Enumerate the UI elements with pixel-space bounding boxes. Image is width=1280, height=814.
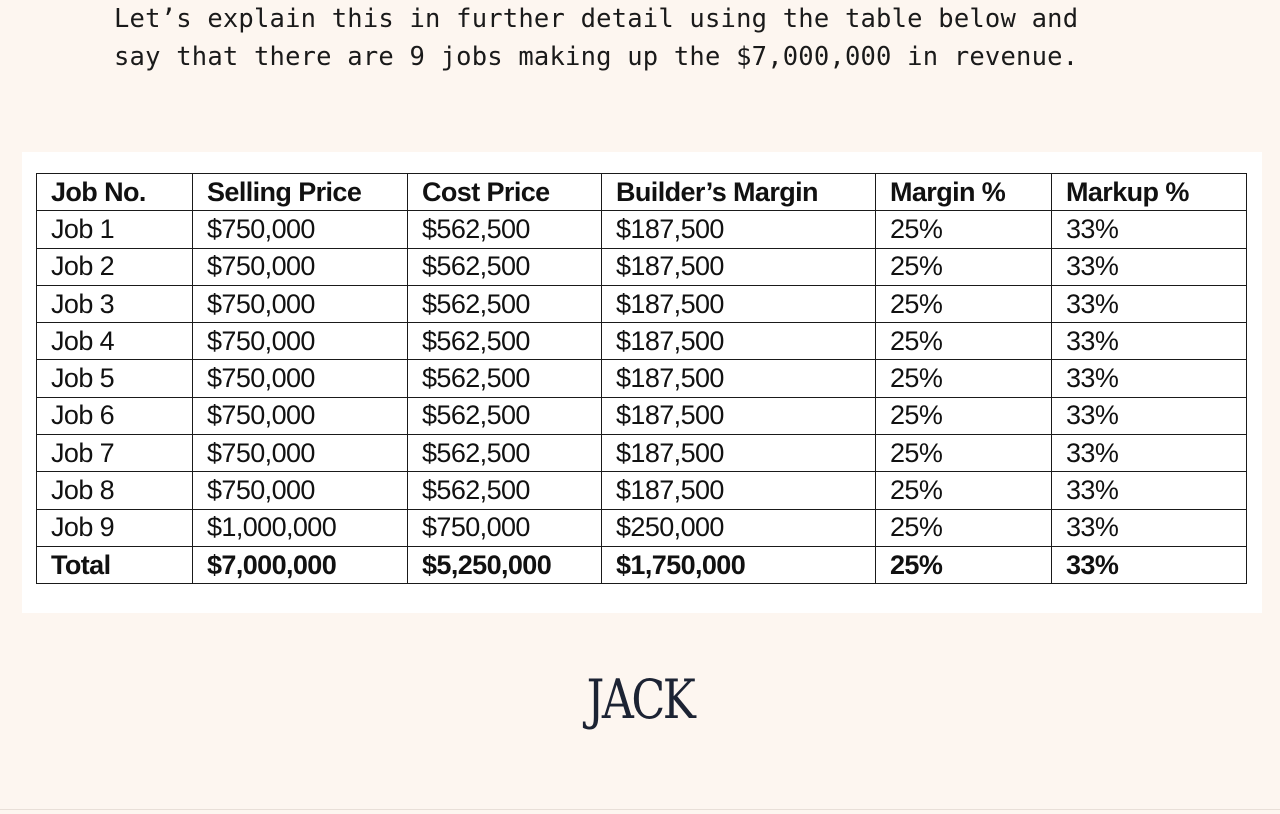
header-job-no: Job No. [37,174,193,211]
total-margin-percent: 25% [876,546,1052,583]
jobs-table [36,173,1247,584]
cell-margin-percent: 25% [876,323,1052,360]
cell-selling-price: $750,000 [193,211,408,248]
cell-cost-price: $562,500 [408,248,602,285]
cell-cost-price: $562,500 [408,472,602,509]
cell-builders-margin: $187,500 [602,435,876,472]
cell-cost-price: $562,500 [408,360,602,397]
cell-markup-percent: 33% [1052,360,1247,397]
cell-builders-margin: $187,500 [602,472,876,509]
total-selling-price: $7,000,000 [193,546,408,583]
cell-builders-margin: $187,500 [602,248,876,285]
cell-markup-percent: 33% [1052,211,1247,248]
cell-markup-percent: 33% [1052,472,1247,509]
intro-line-2: say that there are 9 jobs making up the $7,000,000 in revenue. [114,42,1079,72]
cell-selling-price: $750,000 [193,285,408,322]
table-row [37,285,1247,322]
table-row [37,248,1247,285]
cell-margin-percent: 25% [876,285,1052,322]
total-label: Total [37,546,193,583]
table-row [37,360,1247,397]
cell-margin-percent: 25% [876,360,1052,397]
jack-logo: JACK [586,668,694,731]
cell-selling-price: $750,000 [193,435,408,472]
cell-margin-percent: 25% [876,397,1052,434]
cell-builders-margin: $187,500 [602,397,876,434]
cell-selling-price: $750,000 [193,472,408,509]
cell-job-no: Job 4 [37,323,193,360]
cell-cost-price: $562,500 [408,285,602,322]
table-row [37,435,1247,472]
cell-builders-margin: $187,500 [602,211,876,248]
header-margin-percent: Margin % [876,174,1052,211]
cell-markup-percent: 33% [1052,435,1247,472]
cell-builders-margin: $187,500 [602,323,876,360]
cell-job-no: Job 7 [37,435,193,472]
table-row [37,509,1247,546]
table-row [37,323,1247,360]
cell-cost-price: $562,500 [408,397,602,434]
cell-builders-margin: $250,000 [602,509,876,546]
cell-cost-price: $562,500 [408,435,602,472]
total-cost-price: $5,250,000 [408,546,602,583]
total-markup-percent: 33% [1052,546,1247,583]
cell-margin-percent: 25% [876,211,1052,248]
table-total-row [37,546,1247,583]
cell-margin-percent: 25% [876,435,1052,472]
cell-builders-margin: $187,500 [602,360,876,397]
header-markup-percent: Markup % [1052,174,1247,211]
table-row [37,397,1247,434]
cell-markup-percent: 33% [1052,509,1247,546]
table-row [37,472,1247,509]
cell-job-no: Job 1 [37,211,193,248]
bottom-divider [0,809,1280,810]
cell-cost-price: $750,000 [408,509,602,546]
table-row [37,211,1247,248]
cell-margin-percent: 25% [876,472,1052,509]
cell-markup-percent: 33% [1052,397,1247,434]
cell-cost-price: $562,500 [408,323,602,360]
cell-builders-margin: $187,500 [602,285,876,322]
cell-selling-price: $750,000 [193,397,408,434]
cell-selling-price: $750,000 [193,360,408,397]
cell-markup-percent: 33% [1052,285,1247,322]
cell-job-no: Job 2 [37,248,193,285]
intro-line-1: Let’s explain this in further detail using the table below and [114,4,1079,34]
cell-job-no: Job 5 [37,360,193,397]
header-cost-price: Cost Price [408,174,602,211]
table-body [37,211,1247,584]
cell-job-no: Job 9 [37,509,193,546]
header-builders-margin: Builder’s Margin [602,174,876,211]
cell-margin-percent: 25% [876,509,1052,546]
cell-selling-price: $750,000 [193,248,408,285]
table-header-row [37,174,1247,211]
table-card [22,152,1262,613]
header-selling-price: Selling Price [193,174,408,211]
cell-markup-percent: 33% [1052,248,1247,285]
cell-job-no: Job 8 [37,472,193,509]
cell-cost-price: $562,500 [408,211,602,248]
cell-job-no: Job 3 [37,285,193,322]
total-builders-margin: $1,750,000 [602,546,876,583]
cell-margin-percent: 25% [876,248,1052,285]
cell-selling-price: $750,000 [193,323,408,360]
cell-job-no: Job 6 [37,397,193,434]
intro-text [114,0,1214,76]
cell-selling-price: $1,000,000 [193,509,408,546]
cell-markup-percent: 33% [1052,323,1247,360]
